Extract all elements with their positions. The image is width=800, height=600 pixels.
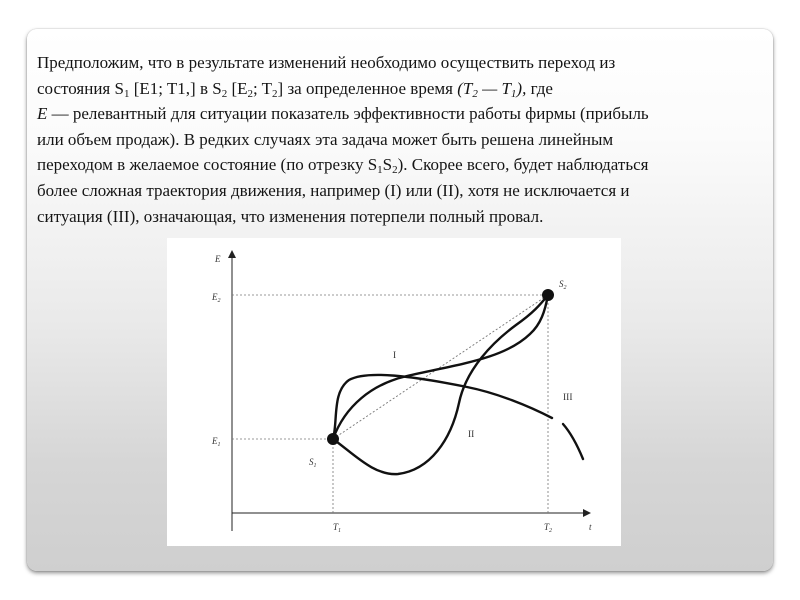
linear-segment-s1s2 [333,295,548,439]
paragraph-line-1 [37,50,777,76]
diagram-svg [167,238,621,546]
segment-text: переходом в желаемое состояние (по отрезку S [37,155,378,175]
trajectory-iii [563,424,583,459]
s2-label: $S_2$ [559,279,567,291]
paragraph-line-4-text: или объем продаж). В редких случаях эта задача может быть решена линейным [37,129,614,149]
state-s1-subscript: 1 [123,87,130,100]
x-axis-label: t [589,522,592,532]
paragraph-text [37,50,777,229]
state-s1-text: состояния S [37,78,124,98]
state-s2-point [542,289,554,301]
trajectory-ii [333,295,548,474]
paragraph-line-1-text: Предположим, что в результате изменений необходимо осуществить переход из [37,53,616,72]
curve-i-label: I [393,351,397,361]
segment-s2-text: S [382,155,393,175]
s1-label: $S_1$ [309,457,317,469]
time-interval-t1-subscript: 1 [510,87,517,100]
paragraph-line-7-text: ситуация (III), означающая, что изменения потерпели полный провал. [37,206,544,226]
t1-label: $T_1$ [333,522,342,534]
e2-label: $E_2$ [212,292,221,304]
trajectory-diagram [167,238,621,546]
e1-label: $E_1$ [212,436,221,448]
state-s2-subscript: 2 [221,87,228,100]
paragraph-line-3-text: — релевантный для ситуации показатель эффективности работы фирмы (прибыль [47,104,649,124]
paragraph-line-2 [37,76,777,102]
time-phrase-text: ] за определенное время [277,78,458,98]
t2-label: $T_2$ [544,522,553,534]
curve-ii-label: II [468,430,475,440]
curve-iii-label: III [563,393,573,403]
time-interval-t2: (T [457,78,473,98]
time-interval-t2-subscript: 2 [472,87,478,100]
paragraph-line-6 [37,178,777,204]
state-s2-coords-text: [E [227,78,248,98]
segment-s2-subscript: 2 [392,164,398,177]
state-s2-t-text: ; T [252,78,273,98]
y-axis-label: E [215,254,221,264]
paragraph-line-5 [37,152,777,178]
paragraph-line-7 [37,204,777,230]
where-text: где [526,78,553,98]
time-interval-t1: — T [477,78,511,98]
paragraph-line-3 [37,101,777,127]
e-variable: E [37,104,48,124]
t2-subscript: 2 [272,87,278,100]
state-s1-coords-text: [E1; T1,] в S [129,78,222,98]
paragraph-line-4 [37,127,777,153]
time-interval-close: ), [516,78,527,98]
paragraph-line-5-text: ). Скорее всего, будет наблюдаться [397,155,649,175]
paragraph-line-6-text: более сложная траектория движения, например (I) или (II), хотя не исключается и [37,180,630,200]
time-interval-expression [457,79,526,98]
e2-subscript: 2 [247,87,253,100]
trajectory-i-lower-branch [333,375,552,439]
state-s1-point [327,433,339,445]
segment-s1-subscript: 1 [377,164,383,177]
